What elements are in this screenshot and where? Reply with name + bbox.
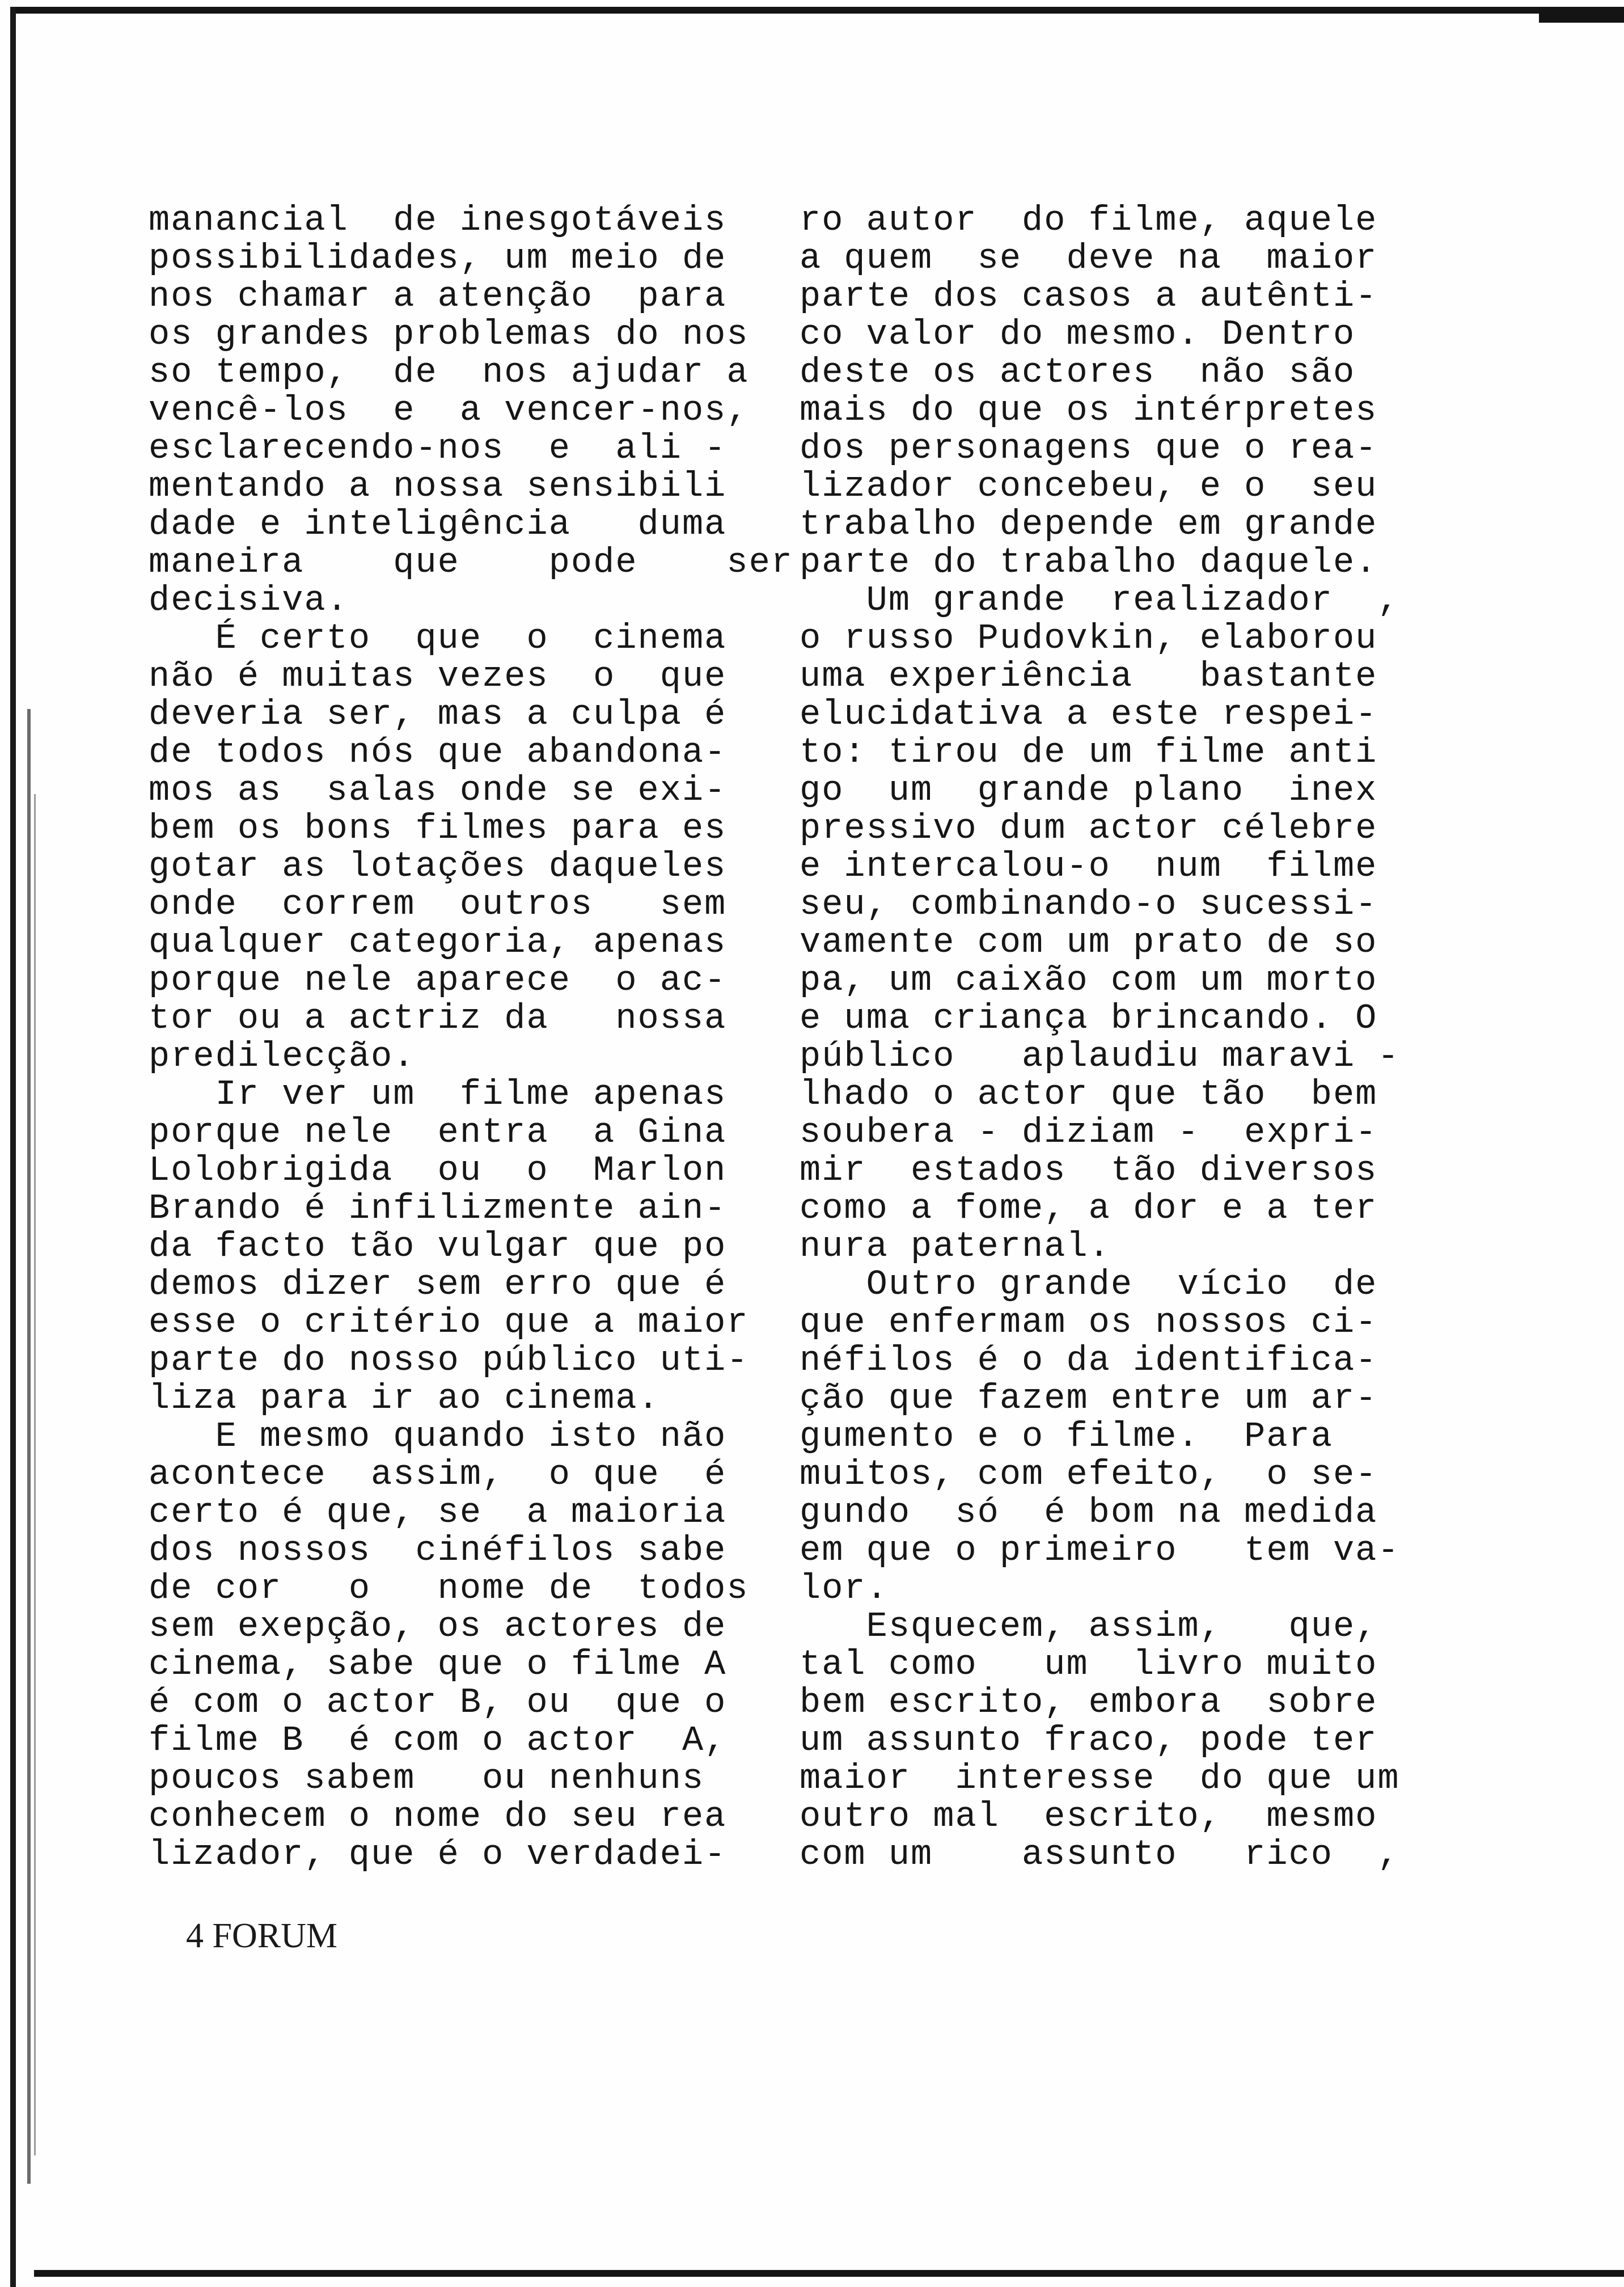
text-line: mos as salas onde se exi- xyxy=(149,770,727,811)
text-line: lizador concebeu, e o seu xyxy=(800,466,1378,507)
text-line: trabalho depende em grande xyxy=(800,504,1378,545)
text-line: uma experiência bastante xyxy=(800,656,1378,697)
text-line: tal como um livro muito xyxy=(800,1644,1378,1685)
text-line: parte do trabalho daquele. xyxy=(800,542,1378,583)
text-line: o russo Pudovkin, elaborou xyxy=(800,618,1378,659)
text-line: certo é que, se a maioria xyxy=(149,1492,727,1533)
right-text-column xyxy=(800,201,1400,1874)
text-line: muitos, com efeito, o se- xyxy=(800,1454,1378,1495)
text-line: possibilidades, um meio de xyxy=(149,238,727,279)
text-line: deveria ser, mas a culpa é xyxy=(149,694,727,735)
text-line: deste os actores não são xyxy=(800,352,1356,393)
text-line: acontece assim, o que é xyxy=(149,1454,727,1495)
text-line: co valor do mesmo. Dentro xyxy=(800,314,1356,355)
text-line: em que o primeiro tem va- xyxy=(800,1530,1400,1571)
left-text-column xyxy=(149,201,793,1874)
text-line: maneira que pode ser xyxy=(149,542,793,583)
text-line: mir estados tão diversos xyxy=(800,1150,1378,1191)
text-line: dos nossos cinéfilos sabe xyxy=(149,1530,727,1571)
text-line: lor. xyxy=(800,1568,889,1609)
text-line: go um grande plano inex xyxy=(800,770,1378,811)
text-line: vencê-los e a vencer-nos, xyxy=(149,390,749,431)
text-line: soubera - diziam - expri- xyxy=(800,1112,1378,1153)
text-line: é com o actor B, ou que o xyxy=(149,1682,727,1723)
text-line: porque nele entra a Gina xyxy=(149,1112,727,1153)
text-line: conhecem o nome do seu rea xyxy=(149,1796,727,1837)
text-line: É certo que o cinema xyxy=(149,618,727,659)
text-line: mais do que os intérpretes xyxy=(800,390,1378,431)
text-line: ção que fazem entre um ar- xyxy=(800,1378,1378,1419)
text-line: vamente com um prato de so xyxy=(800,922,1378,963)
text-line: poucos sabem ou nenhuns xyxy=(149,1758,705,1799)
text-line: bem escrito, embora sobre xyxy=(800,1682,1378,1723)
binding-edge-line-secondary xyxy=(34,794,36,2155)
text-line: so tempo, de nos ajudar a xyxy=(149,352,749,393)
text-line: e intercalou-o num filme xyxy=(800,846,1378,887)
text-line: ro autor do filme, aquele xyxy=(800,200,1378,240)
text-line: filme B é com o actor A, xyxy=(149,1720,727,1761)
text-line: e uma criança brincando. O xyxy=(800,998,1378,1039)
text-line: Um grande realizador , xyxy=(800,580,1400,621)
text-line: outro mal escrito, mesmo xyxy=(800,1796,1378,1837)
text-line: sem exepção, os actores de xyxy=(149,1606,727,1647)
text-line: gotar as lotações daqueles xyxy=(149,846,727,887)
text-line: da facto tão vulgar que po xyxy=(149,1226,727,1267)
text-line: esse o critério que a maior xyxy=(149,1302,749,1343)
text-line: parte dos casos a autênti- xyxy=(800,276,1378,317)
text-line: to: tirou de um filme anti xyxy=(800,732,1378,773)
text-line: que enfermam os nossos ci- xyxy=(800,1302,1378,1343)
top-border xyxy=(10,7,1624,14)
text-line: como a fome, a dor e a ter xyxy=(800,1188,1378,1229)
text-line: liza para ir ao cinema. xyxy=(149,1378,660,1419)
text-line: esclarecendo-nos e ali - xyxy=(149,428,727,469)
text-line: nos chamar a atenção para xyxy=(149,276,727,317)
text-line: E mesmo quando isto não xyxy=(149,1416,727,1457)
text-line: lizador, que é o verdadei- xyxy=(149,1834,727,1875)
text-line: manancial de inesgotáveis xyxy=(149,200,727,240)
text-line: a quem se deve na maior xyxy=(800,238,1378,279)
text-line: gundo só é bom na medida xyxy=(800,1492,1378,1533)
text-line: Esquecem, assim, que, xyxy=(800,1606,1378,1647)
text-line: cinema, sabe que o filme A xyxy=(149,1644,727,1685)
text-line: público aplaudiu maravi - xyxy=(800,1036,1400,1077)
text-line: dos personagens que o rea- xyxy=(800,428,1378,469)
text-line: qualquer categoria, apenas xyxy=(149,922,727,963)
text-line: tor ou a actriz da nossa xyxy=(149,998,727,1039)
text-line: mentando a nossa sensibili xyxy=(149,466,727,507)
text-line: dade e inteligência duma xyxy=(149,504,727,545)
text-line: predilecção. xyxy=(149,1036,416,1077)
text-line: néfilos é o da identifica- xyxy=(800,1340,1378,1381)
text-line: bem os bons filmes para es xyxy=(149,808,727,849)
text-line: pressivo dum actor célebre xyxy=(800,808,1378,849)
text-line: um assunto fraco, pode ter xyxy=(800,1720,1378,1761)
text-line: Outro grande vício de xyxy=(800,1264,1378,1305)
text-line: os grandes problemas do nos xyxy=(149,314,749,355)
text-line: porque nele aparece o ac- xyxy=(149,960,727,1001)
top-right-border-mark xyxy=(1539,10,1624,23)
text-line: decisiva. xyxy=(149,580,349,621)
text-line: com um assunto rico , xyxy=(800,1834,1400,1875)
text-line: gumento e o filme. Para xyxy=(800,1416,1333,1457)
bottom-border xyxy=(34,2270,1624,2277)
text-line: pa, um caixão com um morto xyxy=(800,960,1378,1001)
text-line: de todos nós que abandona- xyxy=(149,732,727,773)
text-line: de cor o nome de todos xyxy=(149,1568,749,1609)
text-line: Lolobrigida ou o Marlon xyxy=(149,1150,727,1191)
text-line: parte do nosso público uti- xyxy=(149,1340,749,1381)
page-footer: 4 FORUM xyxy=(186,1917,338,1955)
text-line: não é muitas vezes o que xyxy=(149,656,727,697)
text-line: demos dizer sem erro que é xyxy=(149,1264,727,1305)
binding-edge-line xyxy=(27,709,31,2184)
text-line: seu, combinando-o sucessi- xyxy=(800,884,1378,925)
text-line: onde correm outros sem xyxy=(149,884,727,925)
text-line: Ir ver um filme apenas xyxy=(149,1074,727,1115)
text-line: Brando é infilizmente ain- xyxy=(149,1188,727,1229)
text-line: lhado o actor que tão bem xyxy=(800,1074,1378,1115)
text-line: elucidativa a este respei- xyxy=(800,694,1378,735)
text-line: nura paternal. xyxy=(800,1226,1111,1267)
left-border xyxy=(10,7,16,2287)
text-line: maior interesse do que um xyxy=(800,1758,1400,1799)
